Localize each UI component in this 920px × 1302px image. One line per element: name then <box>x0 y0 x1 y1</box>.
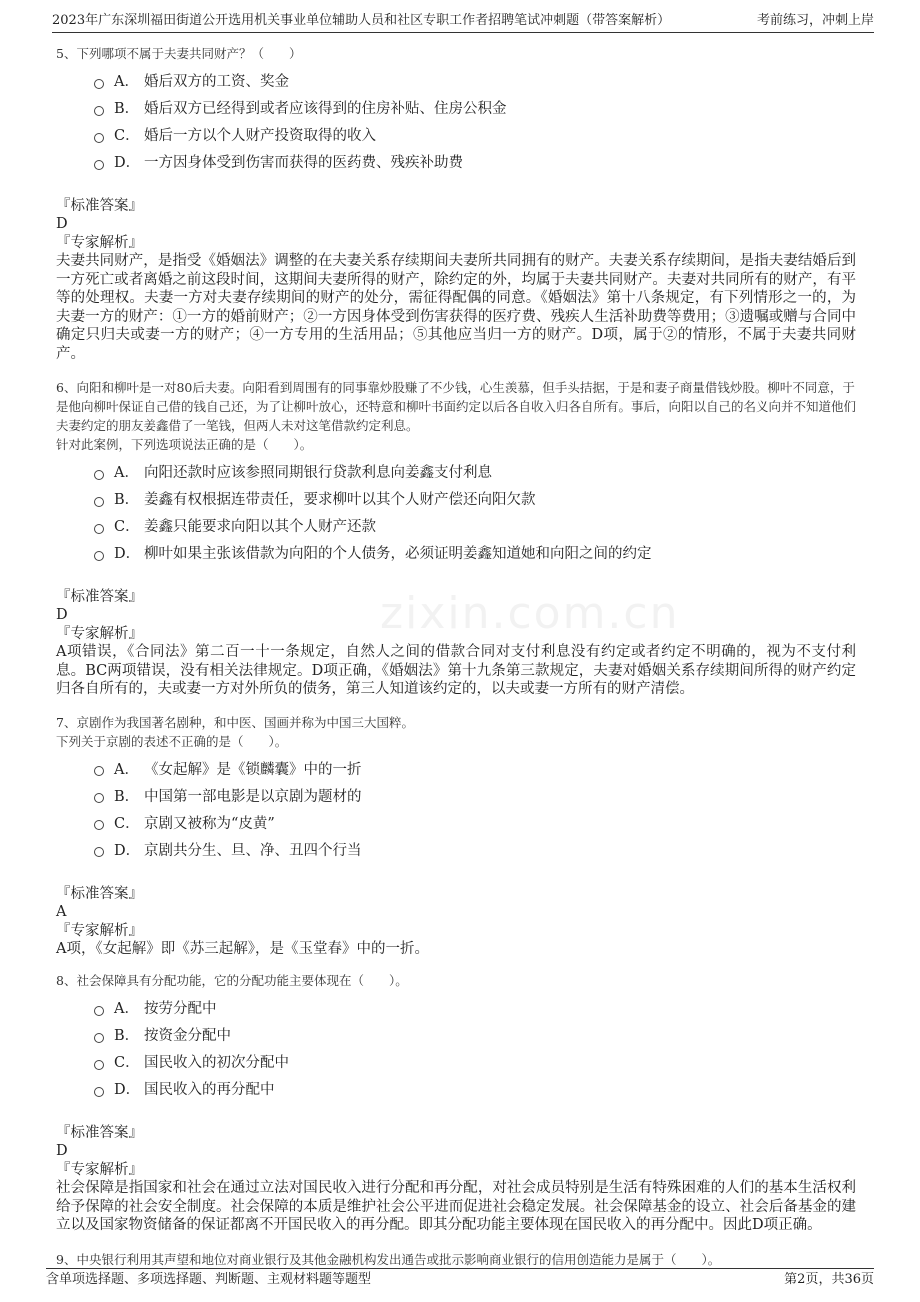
question-stem: 8、社会保障具有分配功能，它的分配功能主要体现在（ ）。 <box>56 973 408 988</box>
option-text: 柳叶如果主张该借款为向阳的个人债务，必须证明姜鑫知道她和向阳之间的约定 <box>144 546 652 562</box>
option-d[interactable] <box>56 539 856 566</box>
option-text: 一方因身体受到伤害而获得的医药费、残疾补助费 <box>144 155 463 171</box>
option-letter: B． <box>114 1028 140 1044</box>
analysis-label: 『专家解析』 <box>56 922 143 939</box>
radio-icon[interactable] <box>94 1006 104 1016</box>
analysis-text: A项错误，《合同法》第二百一十一条规定，自然人之间的借款合同对支付利息没有约定或者约定不明确的，视为不支付利息。BC两项错误，没有相关法律规定。D项正确，《婚姻法》第十九条第三款规定，夫妻对婚姻关系存续期间所得的财产约定归各自所有的，夫或妻一方对外所负的债务，第三人知道该约定的，以夫或妻一方所有的财产清偿。 <box>56 644 856 697</box>
answer-block <box>56 588 856 699</box>
analysis-text: A项，《女起解》即《苏三起解》，是《玉堂春》中的一折。 <box>56 940 429 957</box>
option-text: 《女起解》是《锁麟囊》中的一折 <box>144 761 362 778</box>
option-text: 国民收入的初次分配中 <box>144 1055 289 1071</box>
radio-icon[interactable] <box>94 1087 104 1097</box>
radio-icon[interactable] <box>94 524 104 534</box>
answer-value: D <box>56 1143 68 1159</box>
option-text: 国民收入的再分配中 <box>144 1082 275 1098</box>
answer-label: 『标准答案』 <box>56 589 143 605</box>
watermark: zixin.com.cn <box>380 588 680 639</box>
analysis-text: 社会保障是指国家和社会在通过立法对国民收入进行分配和再分配，对社会成员特别是生活有特殊困难的人们的基本生活权利给予保障的社会安全制度。社会保障的本质是维护社会公平进而促进社会稳定发展。社会保障基金的设立、社会后备基金的建立以及国家物资储备的保证都离不开国民收入的再分配。即其分配功能主要体现在国民收入的再分配中。因此D项正确。 <box>56 1180 856 1233</box>
options <box>56 994 856 1102</box>
question-stem: 9、中央银行利用其声望和地位对商业银行及其他金融机构发出通告或批示影响商业银行的信用创造能力是属于（ ）。 <box>56 1251 721 1267</box>
option-letter: C． <box>114 128 140 144</box>
analysis-label: 『专家解析』 <box>56 1162 143 1178</box>
question-prompt: 下列关于京剧的表述不正确的是（ ）。 <box>56 733 288 749</box>
option-d[interactable] <box>56 836 856 863</box>
option-letter: A． <box>114 74 139 90</box>
option-letter: B． <box>114 492 140 508</box>
radio-icon[interactable] <box>94 497 104 507</box>
option-letter: C． <box>114 815 140 832</box>
options <box>56 67 856 175</box>
option-b[interactable] <box>56 485 856 512</box>
question-list <box>56 44 856 1269</box>
answer-block <box>56 197 856 363</box>
question-9 <box>56 1250 856 1269</box>
question-stem: 5、下列哪项不属于夫妻共同财产？（ ） <box>56 46 302 61</box>
option-letter: B． <box>114 788 140 805</box>
option-a[interactable] <box>56 994 856 1021</box>
answer-block <box>56 1124 856 1235</box>
radio-icon[interactable] <box>94 847 104 857</box>
answer-value: A <box>56 903 67 920</box>
page-number: 第2页，共36页 <box>784 1272 874 1287</box>
analysis-text: 夫妻共同财产，是指受《婚姻法》调整的在夫妻关系存续期间夫妻所共同拥有的财产。夫妻关系存续期间，是指夫妻结婚后到一方死亡或者离婚之前这段时间，这期间夫妻所得的财产，除约定的外，均属于夫妻共同财产。夫妻对共同所有的财产，有平等的处理权。夫妻一方对夫妻存续期间的财产的处分，需征得配偶的同意。《婚姻法》第十八条规定，有下列情形之一的，为夫妻一方的财产：①一方的婚前财产；②一方因身体受到伤害获得的医疗费、残疾人生活补助费等费用；③遗嘱或赠与合同中确定只归夫或妻一方的财产；④一方专用的生活用品；⑤其他应当归一方的财产。D项，属于②的情形，不属于夫妻共同财产。 <box>56 253 856 362</box>
radio-icon[interactable] <box>94 79 104 89</box>
page-footer <box>46 1268 874 1291</box>
radio-icon[interactable] <box>94 1033 104 1043</box>
option-text: 姜鑫有权根据连带责任，要求柳叶以其个人财产偿还向阳欠款 <box>144 492 536 508</box>
option-c[interactable] <box>56 512 856 539</box>
options <box>56 458 856 566</box>
answer-label: 『标准答案』 <box>56 198 143 214</box>
radio-icon[interactable] <box>94 551 104 561</box>
option-c[interactable] <box>56 121 856 148</box>
analysis-label: 『专家解析』 <box>56 626 143 642</box>
radio-icon[interactable] <box>94 820 104 830</box>
option-letter: D． <box>114 1082 141 1098</box>
option-text: 京剧又被称为“皮黄” <box>144 815 275 832</box>
radio-icon[interactable] <box>94 470 104 480</box>
option-letter: A． <box>114 761 139 778</box>
option-letter: B． <box>114 101 140 117</box>
question-8 <box>56 971 856 1235</box>
radio-icon[interactable] <box>94 1060 104 1070</box>
answer-value: D <box>56 216 68 232</box>
analysis-label: 『专家解析』 <box>56 235 143 251</box>
option-letter: A． <box>114 465 139 481</box>
answer-label: 『标准答案』 <box>56 885 143 902</box>
option-letter: C． <box>114 1055 140 1071</box>
option-b[interactable] <box>56 94 856 121</box>
page-header <box>52 10 874 33</box>
option-a[interactable] <box>56 458 856 485</box>
question-stem: 7、京剧作为我国著名剧种，和中医、国画并称为中国三大国粹。 <box>56 714 414 730</box>
option-text: 姜鑫只能要求向阳以其个人财产还款 <box>144 519 376 535</box>
option-c[interactable] <box>56 1048 856 1075</box>
answer-value: D <box>56 607 68 623</box>
option-d[interactable] <box>56 1075 856 1102</box>
question-6 <box>56 378 856 699</box>
option-a[interactable] <box>56 755 856 782</box>
answer-block <box>56 885 856 959</box>
option-b[interactable] <box>56 1021 856 1048</box>
option-letter: D． <box>114 546 141 562</box>
question-prompt: 针对此案例，下列选项说法正确的是（ ）。 <box>56 437 313 452</box>
option-text: 按资金分配中 <box>144 1028 231 1044</box>
option-b[interactable] <box>56 782 856 809</box>
radio-icon[interactable] <box>94 766 104 776</box>
option-text: 中国第一部电影是以京剧为题材的 <box>144 788 362 805</box>
radio-icon[interactable] <box>94 160 104 170</box>
radio-icon[interactable] <box>94 793 104 803</box>
option-text: 婚后双方的工资、奖金 <box>144 74 289 90</box>
option-letter: D． <box>114 842 141 859</box>
option-text: 婚后一方以个人财产投资取得的收入 <box>144 128 376 144</box>
question-7 <box>56 713 856 959</box>
answer-label: 『标准答案』 <box>56 1125 143 1141</box>
option-letter: D． <box>114 155 141 171</box>
option-text: 向阳还款时应该参照同期银行贷款利息向姜鑫支付利息 <box>144 465 492 481</box>
question-stem: 6、向阳和柳叶是一对80后夫妻。向阳看到周围有的同事靠炒股赚了不少钱，心生羡慕，但手头拮据，于是和妻子商量借钱炒股。柳叶不同意，于是他向柳叶保证自己借的钱自己还，为了让柳叶放心，还特意和柳叶书面约定以后各自收入归各自所有。事后，向阳以自己的名义向并不知道他们夫妻约定的朋友姜鑫借了一笔钱，但两人未对这笔借款约定利息。 <box>56 380 857 433</box>
option-a[interactable] <box>56 67 856 94</box>
option-text: 京剧共分生、旦、净、丑四个行当 <box>144 842 362 859</box>
footer-note: 含单项选择题、多项选择题、判断题、主观材料题等题型 <box>46 1272 372 1287</box>
document-title: 2023年广东深圳福田街道公开选用机关事业单位辅助人员和社区专职工作者招聘笔试冲刺题（带答案解析） <box>52 13 671 28</box>
radio-icon[interactable] <box>94 106 104 116</box>
options <box>56 755 856 863</box>
option-text: 婚后双方已经得到或者应该得到的住房补贴、住房公积金 <box>144 101 507 117</box>
option-d[interactable] <box>56 148 856 175</box>
header-slogan: 考前练习，冲刺上岸 <box>756 13 874 28</box>
question-5 <box>56 44 856 363</box>
option-c[interactable] <box>56 809 856 836</box>
radio-icon[interactable] <box>94 133 104 143</box>
option-letter: A． <box>114 1001 139 1017</box>
option-text: 按劳分配中 <box>144 1001 217 1017</box>
option-letter: C． <box>114 519 140 535</box>
